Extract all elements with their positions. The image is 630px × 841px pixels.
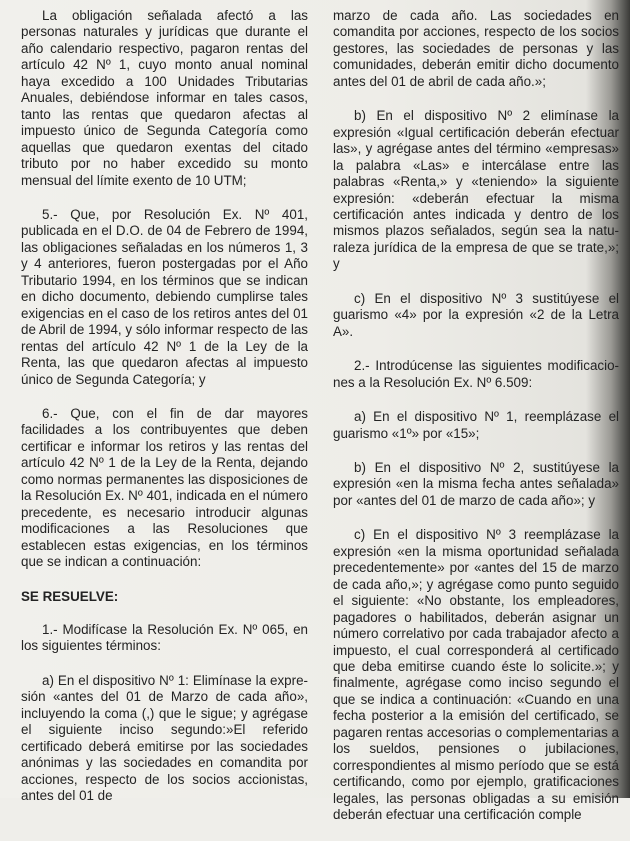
paragraph-considerando-5: 5.- Que, por Resolución Ex. Nº 401, publicada en el D.O. de 04 de Febrero de 1994, las obligaciones señaladas en los números 1, 3 y 4 anteriores, fueron postergadas por el Año Tributario 1994, en los términos que se indican en dicho documento, debiendo cumplirse tales exigencias en el caso de los retiros antes del 01 de Abril de 1994, y sólo informar respecto de las rentas del artículo 42 Nº 1 de la Ley de la Renta, las que quedaron afectas al impuesto único de Segunda Categoría; y — [21, 206, 308, 387]
right-column — [333, 8, 619, 841]
paragraph-considerando-6: 6.- Que, con el fin de dar mayores facilidades a los contribuyentes que deben certificar e informar los retiros y las rentas del artículo 42 Nº 1 de la Ley de la Renta, dejando como normas permanentes las disposiciones de la Resolución Ex. Nº 401, indicada en el número precedente, es necesario introducir algunas modificaciones a las Resoluciones que establecen estas exigencias, en los términos que se indican a continuación: — [21, 405, 309, 570]
paragraph-resolucion-2a: a) En el dispositivo Nº 1, reemplázase el guarismo «1º» por «15»; — [333, 409, 619, 441]
paragraph-resolucion-1c: c) En el dispositivo Nº 3 sustitúyese el guarismo «4» por la expresión «2 de la Letra A». — [333, 290, 619, 339]
paragraph-resolucion-1a: a) En el dispositivo Nº 1: Elimínase la expresión «antes del 01 de Marzo de cada año», incluyendo la coma (,) que le sigue; y agrégase el siguiente inciso segundo:»El referido certificado deberá emitirse por las sociedades anónimas y las sociedades en comandita por acciones, respecto de los socios accionistas, antes del 01 de — [21, 672, 308, 804]
paragraph-obligacion: La obligación señalada afectó a las personas naturales y jurídicas que durante el año calendario respectivo, pagaron rentas del artículo 42 Nº 1, cuyo monto anual nominal haya excedido a 100 Unidades Tributarias Anuales, debiéndose informar en tales casos, tanto las rentas que quedaron afectas al impuesto único de Segunda Categoría como aquellas que quedaron exentas del citado tributo por no haber excedido su monto mensual del límite exento de 10 UTM; — [21, 8, 308, 188]
left-column — [21, 8, 308, 822]
paragraph-resolucion-2b: b) En el dispositivo Nº 2, sustitúyese la expresión «en la misma fecha antes señalada» por «antes del 01 de marzo de cada año»; y — [333, 459, 619, 508]
paragraph-resolucion-2: 2.- Introdúcense las siguientes modificaciones a la Resolución Ex. Nº 6.509: — [333, 358, 619, 390]
paragraph-resolucion-1: 1.- Modifícase la Resolución Ex. Nº 065, en los siguientes términos: — [21, 621, 308, 654]
section-heading-se-resuelve: SE RESUELVE: — [21, 588, 119, 604]
paragraph-resolucion-2c: c) En el dispositivo Nº 3 reemplázase la expresión «en la misma oportunidad señalada precedentemente» por «antes del 15 de marzo de cada año,»; y agrégase como punto seguido el siguiente: «No obstante, los empleadores, pagadores o habilitados, deberán asignar un número correlativo por cada trabajador afecto a impuesto, el cual corresponderá al certificado que deba emitirse cuando éste lo solicite.»; y finalmente, agrégase como inciso segundo el que se indica a continuación: «Cuando en una fecha posterior a la emisión del certificado, se pagaren rentas accesorias o complementarias a los sueldos, pensiones o jubilaciones, correspondientes al mismo período que se está certificando, como por ejemplo, gratificaciones legales, las personas obligadas a su emisión deberán efectuar una certificación comple — [333, 527, 619, 823]
paragraph-resolucion-1b: b) En el dispositivo Nº 2 elimínase la expresión «Igual certificación deberán efectuar las», y agrégase antes del término «empresas» la palabra «Las» e intercálase entre las palabras «Renta,» y «teniendo» la siguiente expresión: «deberán efectuar la misma certificación antes indicada y dentro de los mismos plazos señalados, según sea la naturaleza jurídica de la empresa de que se trate,»; y — [333, 108, 619, 272]
paragraph-continuation: marzo de cada año. Las sociedades en comandita por acciones, respecto de los socios gestores, las sociedades de personas y las comunidades, deberán emitir dicho documento antes del 01 de abril de cada año.»; — [333, 8, 619, 89]
